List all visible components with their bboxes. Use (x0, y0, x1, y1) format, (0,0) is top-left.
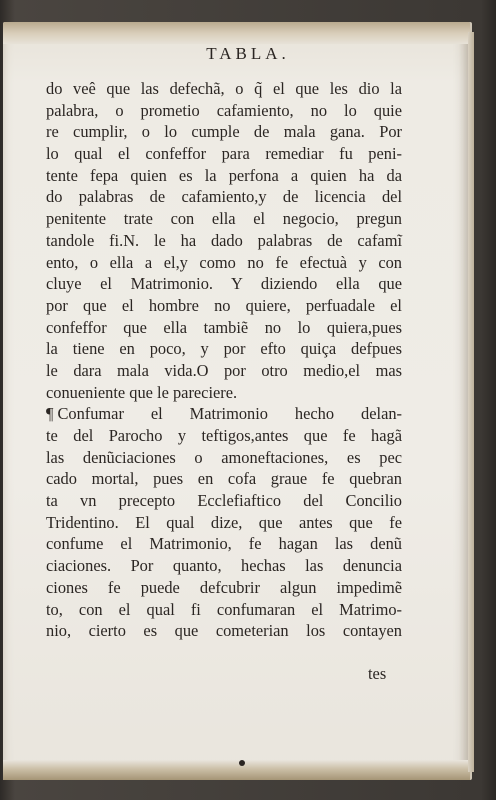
text-line: ciaciones. Por quanto, hechas las denuncia (46, 556, 402, 576)
text-line: le dara mala vida.O por otro medio,el mas (46, 360, 402, 380)
running-head: TABLA. (206, 44, 290, 63)
text-line: confeffor que ella tambiẽ no lo quiera,pues (46, 317, 402, 337)
text-line: tandole fi.N. le ha dado palabras de cafamĩ (46, 230, 402, 250)
text-line: Confumar el Matrimonio hecho delan- (57, 404, 402, 424)
text-line: ciones fe puede defcubrir algun impedimẽ (46, 577, 402, 597)
pilcrow-mark: ¶ (46, 404, 54, 424)
catchword: tes (368, 664, 387, 683)
text-line: conueniente que le pareciere. (46, 382, 238, 402)
text-line: palabra, o prometio cafamiento, no lo quie (46, 100, 402, 120)
text-line: ento, o ella a el,y como no fe efectuà y con (46, 252, 402, 272)
binding-mark (239, 760, 245, 766)
text-line: te del Parocho y teftigos,antes que fe hagã (46, 426, 402, 445)
text-line: do veê que las defechã, o q̃ el que les dio la (46, 79, 402, 98)
page-fore-edge (468, 32, 474, 772)
text-line: nio, cierto es que cometerian los contayen (46, 621, 402, 641)
text-line: do palabras de cafamiento,y de licencia del (46, 187, 402, 207)
page-top-edge (3, 22, 470, 44)
text-line: to, con el qual fi confumaran el Matrimo- (46, 599, 402, 619)
text-line: cado mortal, pues en cofa graue fe quebran (46, 469, 402, 489)
text-line: las denũciaciones o amoneftaciones, es pec (46, 447, 402, 467)
text-line: confume el Matrimonio, fe hagan las denũ (46, 534, 402, 554)
text-line: Tridentino. El qual dize, que antes que fe (46, 512, 402, 532)
text-line: re cumplir, o lo cumple de mala gana. Por (46, 122, 402, 142)
text-line: la tiene en poco, y por efto quiça defpues (46, 339, 402, 359)
paragraph-start-line (46, 403, 402, 425)
text-line: ta vn precepto Ecclefiaftico del Concilio (46, 491, 402, 511)
body-text (46, 78, 402, 642)
text-line: penitente trate con ella el negocio, pregun (46, 209, 402, 229)
text-line: cluye el Matrimonio. Y diziendo ella que (46, 274, 402, 294)
text-line: por que el hombre no quiere, perfuadale el (46, 295, 402, 315)
text-line: tente fepa quien es la perfona a quien ha da (46, 165, 402, 185)
page-bottom-edge (3, 760, 470, 780)
text-line: lo qual el confeffor para remediar fu peni- (46, 144, 402, 164)
